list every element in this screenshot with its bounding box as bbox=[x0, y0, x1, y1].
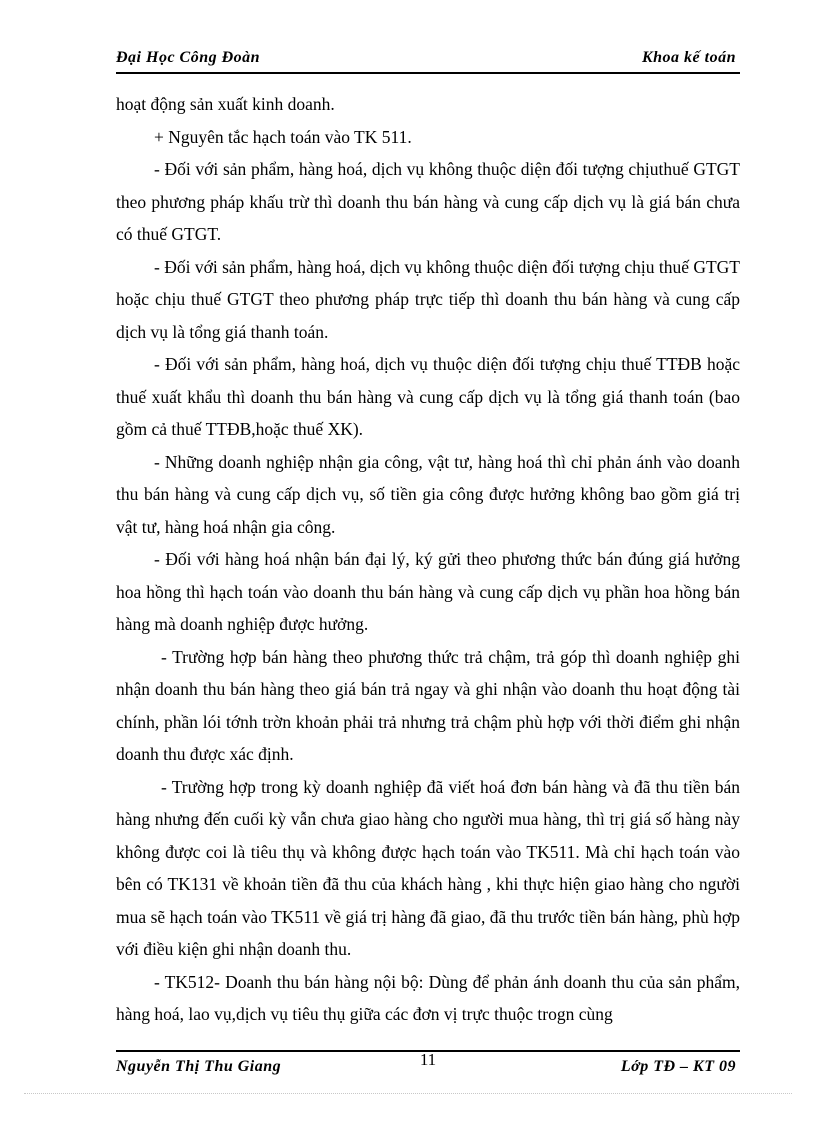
footer-class: Lớp TĐ – KT 09 bbox=[620, 1058, 736, 1075]
paragraph: + Nguyên tắc hạch toán vào TK 511. bbox=[154, 126, 412, 147]
paragraph: - Trường hợp trong kỳ doanh nghiệp đã viết hoá đơn bán hàng và đã thu tiền bán hàng nhưng đến cuối kỳ vẫn chưa giao hàng cho người mua hàng, thì trị giá số hàng này không được coi là tiêu thụ và không được hạch toán vào TK511. Mà chỉ hạch toán vào bên có TK131 về khoản tiền đã thu của khách hàng , khi thực hiện giao hàng cho người mua sẽ hạch toán vào TK511 về giá trị hàng đã giao, đã thu trước tiền bán hàng, phù hợp với điều kiện ghi nhận doanh thu. bbox=[116, 776, 740, 959]
paragraph: - Những doanh nghiệp nhận gia công, vật tư, hàng hoá thì chỉ phản ánh vào doanh thu bán hàng và cung cấp dịch vụ, số tiền gia công được hưởng không bao gồm giá trị vật tư, hàng hoá nhận gia công. bbox=[116, 451, 740, 537]
document-body bbox=[116, 88, 740, 1031]
paragraph: hoạt động sản xuất kinh doanh. bbox=[116, 94, 335, 114]
page-footer bbox=[116, 1050, 740, 1082]
page-boundary-divider bbox=[24, 1093, 792, 1094]
page-header bbox=[116, 46, 740, 74]
paragraph: - TK512- Doanh thu bán hàng nội bộ: Dùng để phản ánh doanh thu của sản phẩm, hàng hoá, lao vụ,dịch vụ tiêu thụ giữa các đơn vị trực thuộc trogn cùng bbox=[116, 971, 740, 1024]
footer-author: Nguyễn Thị Thu Giang bbox=[116, 1058, 282, 1075]
header-university: Đại Học Công Đoàn bbox=[116, 49, 261, 66]
paragraph: - Đối với sản phẩm, hàng hoá, dịch vụ không thuộc diện đối tượng chịuthuế GTGT theo phương pháp khấu trừ thì doanh thu bán hàng và cung cấp dịch vụ là giá bán chưa có thuế GTGT. bbox=[116, 159, 740, 244]
paragraph: - Đối với sản phẩm, hàng hoá, dịch vụ thuộc diện đối tượng chịu thuế TTĐB hoặc thuế xuất khẩu thì doanh thu bán hàng và cung cấp dịch vụ là tổng giá thanh toán (bao gồm cả thuế TTĐB,hoặc thuế XK). bbox=[116, 354, 740, 439]
paragraph: - Trường hợp bán hàng theo phương thức trả chậm, trả góp thì doanh nghiệp ghi nhận doanh thu bán hàng theo giá bán trả ngay và ghi nhận vào doanh thu hoạt động tài chính, phần lói tớnh trờn khoản phải trả nhưng trả chậm phù hợp với thời điểm ghi nhận doanh thu được xác định. bbox=[116, 646, 740, 764]
paragraph: - Đối với hàng hoá nhận bán đại lý, ký gửi theo phương thức bán đúng giá hưởng hoa hồng thì hạch toán vào doanh thu bán hàng và cung cấp dịch vụ phần hoa hồng bán hàng mà doanh nghiệp được hưởng. bbox=[116, 549, 740, 634]
paragraph: - Đối với sản phẩm, hàng hoá, dịch vụ không thuộc diện đối tượng chịu thuế GTGT hoặc chịu thuế GTGT theo phương pháp trực tiếp thì doanh thu bán hàng và cung cấp dịch vụ là tổng giá thanh toán. bbox=[116, 256, 740, 342]
header-department: Khoa kế toán bbox=[641, 49, 736, 66]
page-number: 11 bbox=[419, 1050, 437, 1069]
